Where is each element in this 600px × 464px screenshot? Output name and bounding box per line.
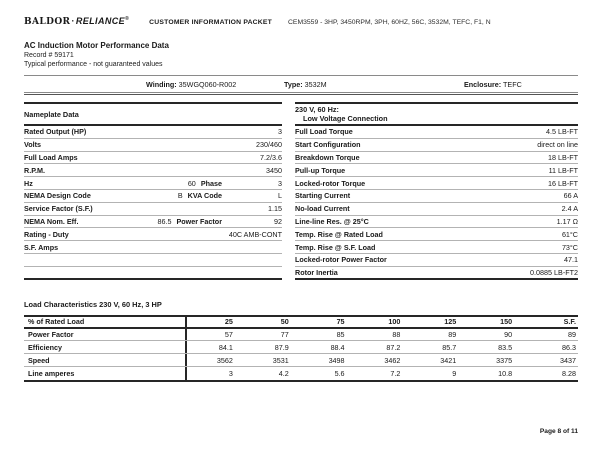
load-table-row bbox=[24, 367, 578, 380]
row-label: Hz bbox=[24, 178, 33, 188]
row-label: Start Configuration bbox=[295, 140, 361, 150]
row-label: Pull-up Torque bbox=[295, 165, 346, 175]
record-number: Record # 59171 bbox=[24, 52, 74, 59]
row-label: Locked-rotor Power Factor bbox=[295, 255, 387, 265]
load-column-header: 75 bbox=[336, 317, 345, 327]
lv-connection-row bbox=[295, 241, 578, 254]
winding-field bbox=[24, 80, 284, 89]
load-cell-value: 85 bbox=[336, 329, 345, 339]
winding-value: 35WGQ060-R002 bbox=[178, 79, 237, 89]
lv-connection-row bbox=[295, 267, 578, 280]
lv-connection-row bbox=[295, 203, 578, 216]
load-row-label: Power Factor bbox=[24, 329, 187, 341]
row-value: 0.0885 LB-FT2 bbox=[530, 267, 578, 277]
row-value: 16 LB-FT bbox=[548, 178, 578, 188]
row-value: 4.5 LB-FT bbox=[546, 127, 578, 137]
load-table-row bbox=[24, 341, 578, 354]
row-label: Locked-rotor Torque bbox=[295, 178, 366, 188]
load-cell-value: 9 bbox=[452, 368, 457, 378]
nameplate-row bbox=[24, 152, 282, 165]
row-label: S.F. Amps bbox=[24, 242, 59, 252]
lv-connection-row bbox=[295, 228, 578, 241]
row-label: Rotor Inertia bbox=[295, 267, 338, 277]
row-label: Rating - Duty bbox=[24, 229, 69, 239]
load-cell-value: 7.2 bbox=[390, 368, 401, 378]
title-block bbox=[24, 41, 578, 69]
row-label: Service Factor (S.F.) bbox=[24, 204, 93, 214]
row-label: Power Factor bbox=[176, 216, 222, 226]
row-value: 1.17 Ω bbox=[556, 216, 578, 226]
motor-spec-string: CEM3559 - 3HP, 3450RPM, 3PH, 60HZ, 56C, 3532M, TEFC, F1, N bbox=[288, 19, 491, 26]
page-number: Page 8 of 11 bbox=[539, 428, 578, 435]
nameplate-header bbox=[24, 102, 282, 126]
row-label: R.P.M. bbox=[24, 165, 46, 175]
nameplate-row bbox=[24, 177, 282, 190]
load-cell-value: 83.5 bbox=[498, 342, 513, 352]
row-label: Full Load Torque bbox=[295, 127, 353, 137]
load-column-header: 50 bbox=[280, 317, 289, 327]
load-cell-value: 87.9 bbox=[274, 342, 289, 352]
row-label: Full Load Amps bbox=[24, 152, 78, 162]
load-table-header-row bbox=[24, 315, 578, 329]
row-value: 40C AMB-CONT bbox=[228, 229, 282, 239]
logo-trademark: ® bbox=[125, 16, 130, 22]
row-value: 3 bbox=[278, 127, 282, 137]
load-cell-value: 5.6 bbox=[334, 368, 345, 378]
load-cell-value: 88.4 bbox=[330, 342, 345, 352]
nameplate-row bbox=[24, 190, 282, 203]
nameplate-table bbox=[24, 102, 282, 280]
load-cell-value: 89 bbox=[568, 329, 576, 339]
load-characteristics-table bbox=[24, 315, 578, 382]
load-cell-value: 8.28 bbox=[562, 368, 576, 378]
load-cell-value: 3498 bbox=[328, 355, 345, 365]
logo-separator-dot: · bbox=[71, 16, 75, 26]
row-value: 3450 bbox=[266, 165, 282, 175]
data-tables bbox=[24, 102, 578, 280]
row-label: Rated Output (HP) bbox=[24, 127, 87, 137]
row-value: 3 bbox=[278, 178, 282, 188]
lv-header-line2: Low Voltage Connection bbox=[303, 114, 388, 123]
load-row-label: Speed bbox=[24, 354, 187, 366]
row-label: Starting Current bbox=[295, 191, 351, 201]
top-header-bar bbox=[24, 0, 578, 27]
lv-connection-row bbox=[295, 164, 578, 177]
load-table-row bbox=[24, 329, 578, 342]
row-value: 7.2/3.6 bbox=[260, 152, 282, 162]
row-value: 1.15 bbox=[268, 204, 282, 214]
row-value: 230/460 bbox=[256, 140, 282, 150]
load-column-header: 100 bbox=[388, 317, 401, 327]
lv-connection-row bbox=[295, 152, 578, 165]
type-label: Type: bbox=[284, 79, 303, 89]
lv-connection-row bbox=[295, 177, 578, 190]
nameplate-row bbox=[24, 254, 282, 267]
load-cell-value: 3421 bbox=[440, 355, 457, 365]
nameplate-row bbox=[24, 216, 282, 229]
load-column-header: S.F. bbox=[563, 317, 576, 327]
lv-connection-row bbox=[295, 139, 578, 152]
row-value: direct on line bbox=[537, 140, 578, 150]
load-cell-value: 77 bbox=[280, 329, 289, 339]
load-row-label: Efficiency bbox=[24, 341, 187, 353]
baldor-reliance-logo bbox=[24, 16, 129, 27]
row-label: NEMA Nom. Eff. bbox=[24, 216, 79, 226]
load-column-header: 125 bbox=[444, 317, 457, 327]
row-label: NEMA Design Code bbox=[24, 191, 91, 201]
row-value: 60 bbox=[187, 178, 196, 188]
enclosure-label: Enclosure: bbox=[464, 79, 502, 89]
row-value: L bbox=[278, 191, 282, 201]
type-value: 3532M bbox=[304, 79, 327, 89]
double-rule bbox=[24, 92, 578, 95]
row-label: Temp. Rise @ Rated Load bbox=[295, 229, 383, 239]
nameplate-row bbox=[24, 126, 282, 139]
row-label: Temp. Rise @ S.F. Load bbox=[295, 242, 376, 252]
packet-title: CUSTOMER INFORMATION PACKET bbox=[149, 19, 272, 26]
row-label: KVA Code bbox=[187, 191, 222, 201]
type-field bbox=[284, 80, 434, 89]
row-label: Volts bbox=[24, 140, 42, 150]
load-cell-value: 3562 bbox=[216, 355, 233, 365]
load-cell-value: 3 bbox=[228, 368, 233, 378]
lv-connection-row bbox=[295, 254, 578, 267]
load-cell-value: 4.2 bbox=[278, 368, 289, 378]
enclosure-field bbox=[434, 80, 578, 89]
load-table-body bbox=[24, 329, 578, 380]
lv-connection-rows bbox=[295, 126, 578, 280]
lv-connection-row bbox=[295, 126, 578, 139]
nameplate-row bbox=[24, 267, 282, 280]
nameplate-rows bbox=[24, 126, 282, 280]
load-cell-value: 10.8 bbox=[498, 368, 513, 378]
lv-connection-row bbox=[295, 190, 578, 203]
performance-note: Typical performance - not guaranteed values bbox=[24, 61, 163, 68]
row-value: 73°C bbox=[561, 242, 578, 252]
load-characteristics-title: Load Characteristics 230 V, 60 Hz, 3 HP bbox=[24, 299, 162, 309]
load-cell-value: 89 bbox=[448, 329, 457, 339]
lv-connection-table bbox=[295, 102, 578, 280]
lv-connection-row bbox=[295, 216, 578, 229]
load-cell-value: 85.7 bbox=[442, 342, 457, 352]
winding-bar bbox=[24, 75, 578, 95]
load-cell-value: 3531 bbox=[272, 355, 289, 365]
load-cell-value: 86.3 bbox=[562, 342, 576, 352]
load-cell-value: 87.2 bbox=[386, 342, 401, 352]
load-table-row bbox=[24, 354, 578, 367]
lv-header-line1: 230 V, 60 Hz: bbox=[295, 105, 339, 114]
row-label: Breakdown Torque bbox=[295, 152, 360, 162]
lv-connection-header bbox=[295, 102, 578, 126]
row-value: B bbox=[177, 191, 183, 201]
row-value: 47.1 bbox=[564, 255, 578, 265]
nameplate-row bbox=[24, 139, 282, 152]
nameplate-row bbox=[24, 164, 282, 177]
row-label: No-load Current bbox=[295, 204, 350, 214]
logo-baldor-text: BALDOR bbox=[24, 17, 71, 27]
load-cell-value: 3462 bbox=[384, 355, 401, 365]
load-cell-value: 88 bbox=[392, 329, 401, 339]
load-cell-value: 84.1 bbox=[218, 342, 233, 352]
load-cell-value: 57 bbox=[224, 329, 233, 339]
load-cell-value: 3437 bbox=[560, 355, 576, 365]
nameplate-header-text: Nameplate Data bbox=[24, 109, 79, 119]
row-value: 61°C bbox=[561, 229, 578, 239]
row-value: 2.4 A bbox=[561, 204, 578, 214]
load-row-label: Line amperes bbox=[24, 367, 187, 380]
row-value: 86.5 bbox=[157, 216, 172, 226]
row-value: 18 LB-FT bbox=[548, 152, 578, 162]
load-column-header: 150 bbox=[500, 317, 513, 327]
nameplate-row bbox=[24, 241, 282, 254]
row-label: Line-line Res. @ 25°C bbox=[295, 216, 369, 226]
row-value: 66 A bbox=[563, 191, 578, 201]
winding-label: Winding: bbox=[146, 79, 177, 89]
enclosure-value: TEFC bbox=[503, 79, 522, 89]
row-value: 92 bbox=[274, 216, 282, 226]
load-cell-value: 3375 bbox=[496, 355, 513, 365]
nameplate-row bbox=[24, 203, 282, 216]
logo-reliance-text: RELIANCE bbox=[75, 16, 126, 26]
nameplate-row bbox=[24, 228, 282, 241]
document-title: AC Induction Motor Performance Data bbox=[24, 41, 169, 50]
load-column-header: 25 bbox=[224, 317, 233, 327]
row-label: Phase bbox=[200, 178, 222, 188]
load-column-header-label: % of Rated Load bbox=[24, 317, 187, 327]
load-cell-value: 90 bbox=[504, 329, 513, 339]
row-value: 11 LB-FT bbox=[548, 165, 578, 175]
